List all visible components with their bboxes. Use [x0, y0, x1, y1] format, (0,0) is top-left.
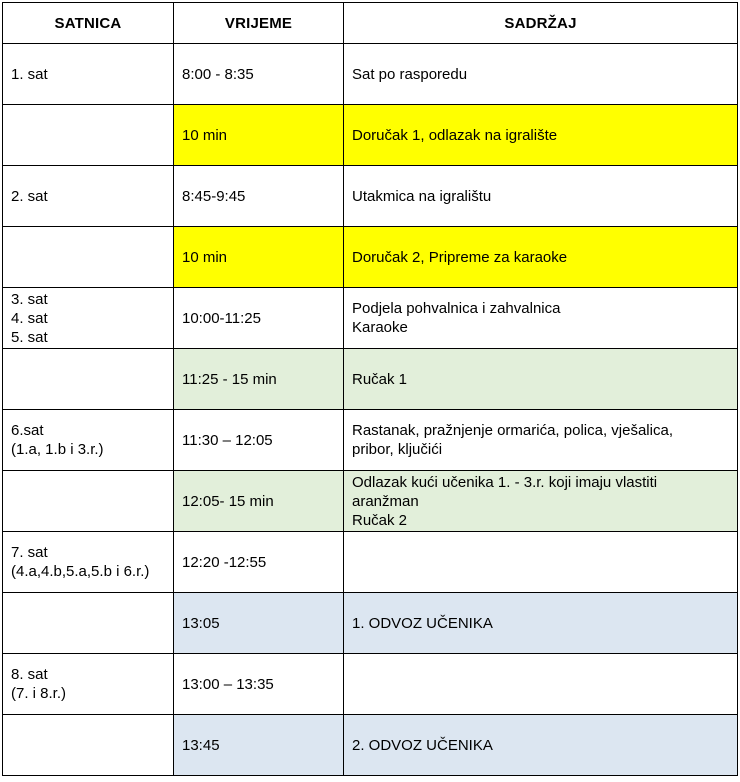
table-row [3, 349, 738, 410]
cell-sadrzaj [344, 288, 738, 349]
header-row [3, 3, 738, 44]
table-row [3, 471, 738, 532]
satnica-text: 2. sat [11, 187, 48, 205]
vrijeme-text: 11:25 - 15 min [182, 370, 277, 388]
header-satnica: SATNICA [3, 3, 174, 44]
sadrzaj-text: Doručak 1, odlazak na igralište [352, 126, 558, 144]
cell-satnica [3, 410, 174, 471]
cell-sadrzaj [344, 349, 738, 410]
vrijeme-text: 12:05- 15 min [182, 492, 274, 510]
cell-satnica [3, 532, 174, 593]
cell-satnica [3, 288, 174, 349]
cell-vrijeme [174, 593, 344, 654]
cell-sadrzaj [344, 44, 738, 105]
header-vrijeme: VRIJEME [174, 3, 344, 44]
vrijeme-text: 13:45 [182, 736, 220, 754]
table-row [3, 715, 738, 776]
cell-sadrzaj [344, 227, 738, 288]
sadrzaj-text: Utakmica na igralištu [352, 187, 492, 205]
schedule-body [3, 44, 738, 776]
vrijeme-text: 10:00-11:25 [182, 309, 261, 327]
cell-satnica [3, 471, 174, 532]
sadrzaj-text: Doručak 2, Pripreme za karaoke [352, 248, 568, 266]
satnica-text: 8. sat [11, 666, 48, 683]
cell-sadrzaj [344, 715, 738, 776]
table-row [3, 532, 738, 593]
sadrzaj-text: Ručak 2 [352, 511, 408, 529]
schedule-table [2, 2, 738, 776]
satnica-text: 5. sat [11, 328, 48, 346]
sadrzaj-text: Karaoke [352, 319, 408, 336]
cell-vrijeme [174, 105, 344, 166]
satnica-text: 6.sat [11, 422, 44, 439]
schedule-container [2, 2, 738, 776]
cell-vrijeme [174, 654, 344, 715]
satnica-text: (4.a,4.b,5.a,5.b i 6.r.) [11, 563, 150, 580]
cell-vrijeme [174, 532, 344, 593]
cell-sadrzaj [344, 593, 738, 654]
cell-satnica [3, 227, 174, 288]
table-row [3, 410, 738, 471]
cell-satnica [3, 105, 174, 166]
vrijeme-text: 10 min [182, 248, 228, 266]
cell-sadrzaj [344, 471, 738, 532]
cell-sadrzaj [344, 166, 738, 227]
vrijeme-text: 11:30 – 12:05 [182, 431, 273, 449]
sadrzaj-text: 1. ODVOZ UČENIKA [352, 614, 493, 632]
sadrzaj-text: Rastanak, pražnjenje ormarića, polica, vješalica, [352, 422, 673, 439]
cell-satnica [3, 654, 174, 715]
satnica-text: 1. sat [11, 65, 48, 83]
cell-satnica [3, 349, 174, 410]
table-row [3, 654, 738, 715]
cell-satnica [3, 593, 174, 654]
satnica-text: 3. sat [11, 290, 48, 308]
table-row [3, 227, 738, 288]
cell-vrijeme [174, 227, 344, 288]
cell-sadrzaj [344, 654, 738, 715]
sadrzaj-text: pribor, ključići [352, 441, 443, 458]
table-row [3, 593, 738, 654]
vrijeme-text: 8:45-9:45 [182, 187, 246, 205]
cell-satnica [3, 166, 174, 227]
sadrzaj-text: Sat po rasporedu [352, 65, 468, 83]
satnica-text: 4. sat [11, 309, 48, 327]
header-sadrzaj: SADRŽAJ [344, 3, 738, 44]
vrijeme-text: 13:05 [182, 614, 220, 632]
cell-sadrzaj [344, 532, 738, 593]
satnica-text: (1.a, 1.b i 3.r.) [11, 441, 104, 458]
cell-vrijeme [174, 349, 344, 410]
sadrzaj-text: aranžman [352, 492, 419, 510]
vrijeme-text: 8:00 - 8:35 [182, 65, 254, 83]
sadrzaj-text: 2. ODVOZ UČENIKA [352, 736, 493, 754]
cell-sadrzaj [344, 105, 738, 166]
cell-satnica [3, 44, 174, 105]
cell-vrijeme [174, 410, 344, 471]
cell-vrijeme [174, 288, 344, 349]
cell-vrijeme [174, 44, 344, 105]
sadrzaj-text: Ručak 1 [352, 370, 408, 388]
sadrzaj-text: Odlazak kući učenika 1. - 3.r. koji imaju vlastiti [352, 473, 658, 491]
cell-vrijeme [174, 715, 344, 776]
vrijeme-text: 13:00 – 13:35 [182, 675, 274, 693]
cell-satnica [3, 715, 174, 776]
table-row [3, 105, 738, 166]
satnica-text: 7. sat [11, 544, 48, 561]
satnica-text: (7. i 8.r.) [11, 685, 67, 702]
cell-sadrzaj [344, 410, 738, 471]
cell-vrijeme [174, 471, 344, 532]
vrijeme-text: 12:20 -12:55 [182, 553, 267, 571]
cell-vrijeme [174, 166, 344, 227]
sadrzaj-text: Podjela pohvalnica i zahvalnica [352, 300, 561, 317]
table-row [3, 44, 738, 105]
table-row [3, 166, 738, 227]
table-row [3, 288, 738, 349]
vrijeme-text: 10 min [182, 126, 228, 144]
